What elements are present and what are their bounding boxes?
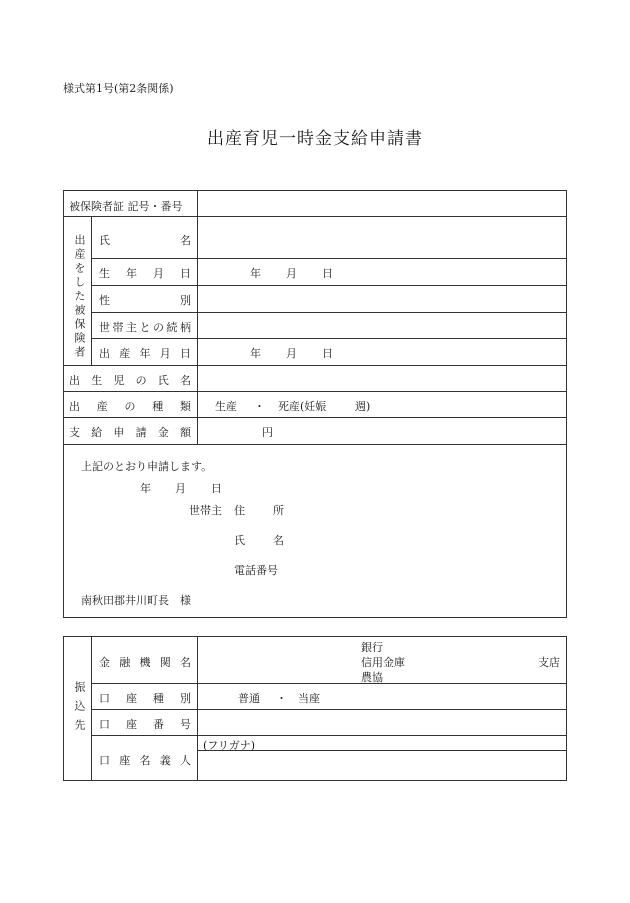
declaration-day: 日 — [211, 482, 222, 495]
phone-label: 電話番号 — [234, 564, 278, 577]
row-divider — [64, 444, 567, 445]
branch-label: 支店 — [538, 656, 560, 669]
declaration-statement: 上記のとおり申請します。 — [81, 460, 213, 473]
declaration-year: 年 — [140, 482, 151, 495]
account-holder-label: 口 座 名 義 人 — [99, 754, 191, 767]
delivery-date-day: 日 — [322, 347, 333, 360]
row-divider — [91, 735, 567, 736]
delivery-date-month: 月 — [286, 347, 297, 360]
pregnancy-weeks-unit: 週) — [355, 400, 371, 413]
baby-name-label: 出 生 児 の 氏 名 — [69, 374, 191, 387]
institution-label: 金 融 機 関 名 — [99, 656, 191, 669]
row-divider — [91, 258, 567, 259]
birthdate-year: 年 — [250, 267, 261, 280]
birthdate-day: 日 — [322, 267, 333, 280]
signer-name-label: 氏 名 — [234, 534, 284, 547]
insured-name-label: 氏 名 — [99, 234, 191, 247]
account-type-separator: ・ — [276, 692, 287, 705]
application-form-table — [63, 190, 567, 618]
relationship-label: 世 帯 主 と の 続 柄 — [99, 321, 191, 334]
account-number-label: 口 座 番 号 — [99, 718, 191, 731]
relationship-field[interactable] — [204, 315, 562, 336]
column-divider — [197, 637, 198, 780]
account-number-field[interactable] — [204, 712, 562, 733]
declaration-month: 月 — [175, 482, 186, 495]
bank-transfer-table — [63, 636, 567, 781]
row-divider — [64, 391, 567, 392]
row-divider — [91, 312, 567, 313]
furigana-label: (フリガナ) — [203, 739, 256, 752]
document-title: 出産育児一時金支給申請書 — [207, 129, 423, 149]
institution-option-bank[interactable]: 銀行 — [361, 641, 383, 654]
householder-label: 世帯主 — [189, 504, 222, 517]
insurance-card-number-field[interactable] — [204, 193, 562, 214]
column-divider — [197, 191, 198, 444]
account-holder-field[interactable] — [204, 753, 562, 777]
form-number: 様式第1号(第2条関係) — [63, 82, 174, 95]
delivery-date-year: 年 — [250, 347, 261, 360]
delivery-type-label: 出 産 の 種 類 — [69, 400, 191, 413]
column-divider — [91, 637, 92, 780]
column-divider — [91, 216, 92, 365]
row-divider — [64, 417, 567, 418]
birthdate-month: 月 — [286, 267, 297, 280]
insured-person-group-label: 出産をした被保険者 — [73, 234, 86, 360]
baby-name-field[interactable] — [204, 368, 562, 389]
row-divider — [91, 709, 567, 710]
delivery-type-separator: ・ — [254, 400, 265, 413]
account-type-current[interactable]: 当座 — [298, 692, 320, 705]
row-divider — [64, 216, 567, 217]
live-birth-option[interactable]: 生産 — [215, 400, 237, 413]
account-type-label: 口 座 種 別 — [99, 692, 191, 705]
amount-unit: 円 — [262, 426, 273, 439]
sex-field[interactable] — [204, 288, 562, 309]
row-divider — [91, 285, 567, 286]
row-divider — [64, 365, 567, 366]
account-type-ordinary[interactable]: 普通 — [238, 692, 260, 705]
row-divider — [91, 338, 567, 339]
birthdate-label: 生 年 月 日 — [99, 267, 191, 280]
address-label: 住 所 — [234, 504, 284, 517]
sex-label: 性 別 — [99, 294, 191, 307]
bank-group-label: 振込先 — [73, 681, 86, 738]
amount-label: 支 給 申 請 金 額 — [69, 426, 191, 439]
institution-option-credit-union[interactable]: 信用金庫 — [361, 656, 405, 669]
stillbirth-option[interactable]: 死産(妊娠 — [278, 400, 327, 413]
insurance-card-label: 被保険者証 記号・番号 — [69, 200, 183, 213]
addressee: 南秋田郡井川町長 様 — [81, 594, 191, 607]
row-divider — [91, 683, 567, 684]
institution-option-agri-coop[interactable]: 農協 — [361, 671, 383, 684]
delivery-date-label: 出 産 年 月 日 — [99, 347, 191, 360]
insured-name-field[interactable] — [204, 221, 562, 255]
